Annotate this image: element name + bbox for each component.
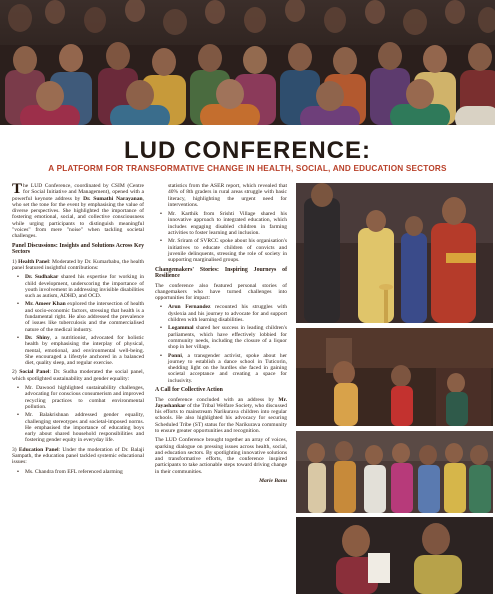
changemaker-text: , a transgender activist, spoke about her journey to establish a dance school in Tuticorin, shedding light on the hurdles she faced in gaining societal acceptance and creating a space for inclusivity. [168,352,287,384]
health-label: Health Panel [18,258,49,265]
health-list [12,274,144,366]
photo-group-art [296,431,493,513]
social-panel-paragraph [12,369,144,382]
edu-num: 3) [12,446,19,453]
page-title: LUD CONFERENCE: [124,137,371,164]
speaker-text: shared his expertise for working in child development, underscoring the importance of youth involvement in addressing invisible disabilities such as autism, ADHD, and OCD. [25,274,145,300]
social-num: 2) [12,369,20,376]
list-item [12,274,144,299]
social-label: Social Panel [19,369,50,376]
audience-photo [0,0,495,125]
changemaker-name: Ponni [168,352,182,359]
panel-heading: Panel Discussions: Insights and Solutions Across Key Sectors [12,242,144,256]
page-subtitle: A PLATFORM FOR TRANSFORMATIVE CHANGE IN HEALTH, SOCIAL, AND EDUCATION SECTORS [48,164,447,173]
education-list [12,469,144,475]
action-text-b: of the Tribal Welfare Society, who discussed his efforts to mainstream Narikurava children into regular schools. He also highlighted his advocacy for securing Scheduled Tribe (ST) status for the Narikurava community to ensure greater opportunities and recognition. [155,402,287,434]
edu-label: Education Panel [18,446,59,453]
education-panel-paragraph [12,447,144,466]
list-item: • Mr. Karthik from Srishti Village shared his innovative approach to integrated education, which includes engaging disabled children in farming activities to foster learning and inclusion. [155,211,287,236]
social-list [12,385,144,444]
speaker-text: explored the intersection of health and socio-economic factors, stressing that health is a fundamental right. He also addressed the prevalence of issues like tuberculosis and the commercialised nature of the medical industry. [25,301,144,333]
list-item: • Mr. Dawood highlighted sustainability challenges, advocating for conscious consumerism and improved recycling practices to combat environmental pollution. [12,385,144,410]
action-heading: A Call for Collective Action [155,387,223,394]
photo-lamp-lighting-art [296,183,493,323]
action-text-a: The conference concluded with an address by [155,396,279,403]
education-list-continued [155,211,287,263]
photo-performance [296,328,493,426]
changemakers-list [155,304,287,384]
speaker-name: Dr. Shiny [25,334,50,341]
photo-group [296,431,493,513]
article-column-2 [155,183,287,484]
intro-paragraph [12,183,144,240]
intro-speaker-name: Dr. Sumathi Narayanan [83,195,143,202]
list-item [155,325,287,350]
list-item: • Mr. Balakrishnan addressed gender equality, challenging stereotypes and societal-imposed norms. He emphasised the importance of educating boys early about shared household responsibilities and fostering gender equity in everyday life. [12,412,144,443]
intro-text-b: , who set the tone for the event by emphasising the value of diverse perspectives. She highlighted the importance of fostering emotional, social, and collective consciousness while urging participants to distinguish meaningful "voices" from mere "noise" when tackling societal challenges. [12,195,144,240]
changemaker-text: shared her success in leading children's parliaments, which have effectively lobbied for community needs, including the closure of a liquor shop in her village. [168,325,287,351]
list-item [155,353,287,384]
speaker-name: Dr. Sudhakar [25,274,59,281]
closing-paragraph: The LUD Conference brought together an array of voices, sparking dialogue on pressing issues across health, social, and education sectors. By spotlighting innovative solutions and transformative efforts, the conference inspired participants to take actionable steps toward driving change in their communities. [155,437,287,475]
action-speaker-name: Mr. Jayashankar [155,396,287,409]
speaker-text: , a nutritionist, advocated for holistic health by emphasising the interplay of physical, mental, emotional, and environmental well-being. She encouraged a lifestyle anchored in a balanced diet, quality sleep, and regular exercise. [25,334,144,367]
list-item: • Ms. Chandra from EFL referenced alarming [12,469,144,475]
social-text: : Dr. Sudha moderated the social panel, which spotlighted sustainability and gender equality: [12,369,145,382]
photo-lamp-lighting [296,183,493,323]
intro-text-a: he LUD Conference, coordinated by CSIM (Centre for Social Initiative and Management), opened with a powerful keynote address by [12,183,144,202]
photo-award [296,517,493,594]
audience-photo-art [0,0,495,125]
edu-text: : Under the moderation of Dr. Balaji Sampath, the education panel tackled systemic educational issues: [12,446,144,466]
photo-performance-art [296,328,493,426]
action-paragraph [155,397,287,435]
changemakers-intro: The conference also featured personal stories of changemakers who have turned challenges into opportunities for impact: [155,282,287,302]
list-item [12,301,144,332]
health-panel-paragraph [12,259,144,272]
continued-text: statistics from the ASER report, which revealed that 40% of 8th graders in rural areas struggle with basic literacy, highlighting the urgent need for interventions. [168,183,287,208]
changemaker-name: Logammal [168,325,194,332]
changemaker-name: Arun Fernandez [168,304,211,311]
health-text: : Moderated by Dr. Kumarbabu, the health panel featured insightful contributions: [12,258,144,271]
changemakers-heading: Changemakers' Stories: Inspiring Journeys of Resilience [155,266,287,280]
speaker-name: Mr. Ameer Khan [25,301,66,308]
changemaker-text: recounted his struggles with dyslexia and his journey to advocate for and support children with learning disabilities. [168,304,288,324]
drop-cap: T [12,181,23,197]
list-item: • Mr. Sriram of SVRCC spoke about his organisation's initiatives to educate children of convicts and juvenile delinquents, stressing the role of society in supporting marginalised groups. [155,238,287,263]
photo-award-art [296,517,493,594]
health-num: 1) [12,258,19,265]
author-signature: Marie Banu [259,478,287,485]
list-item [155,304,287,323]
list-item [12,335,144,366]
article-column-1 [12,183,144,478]
